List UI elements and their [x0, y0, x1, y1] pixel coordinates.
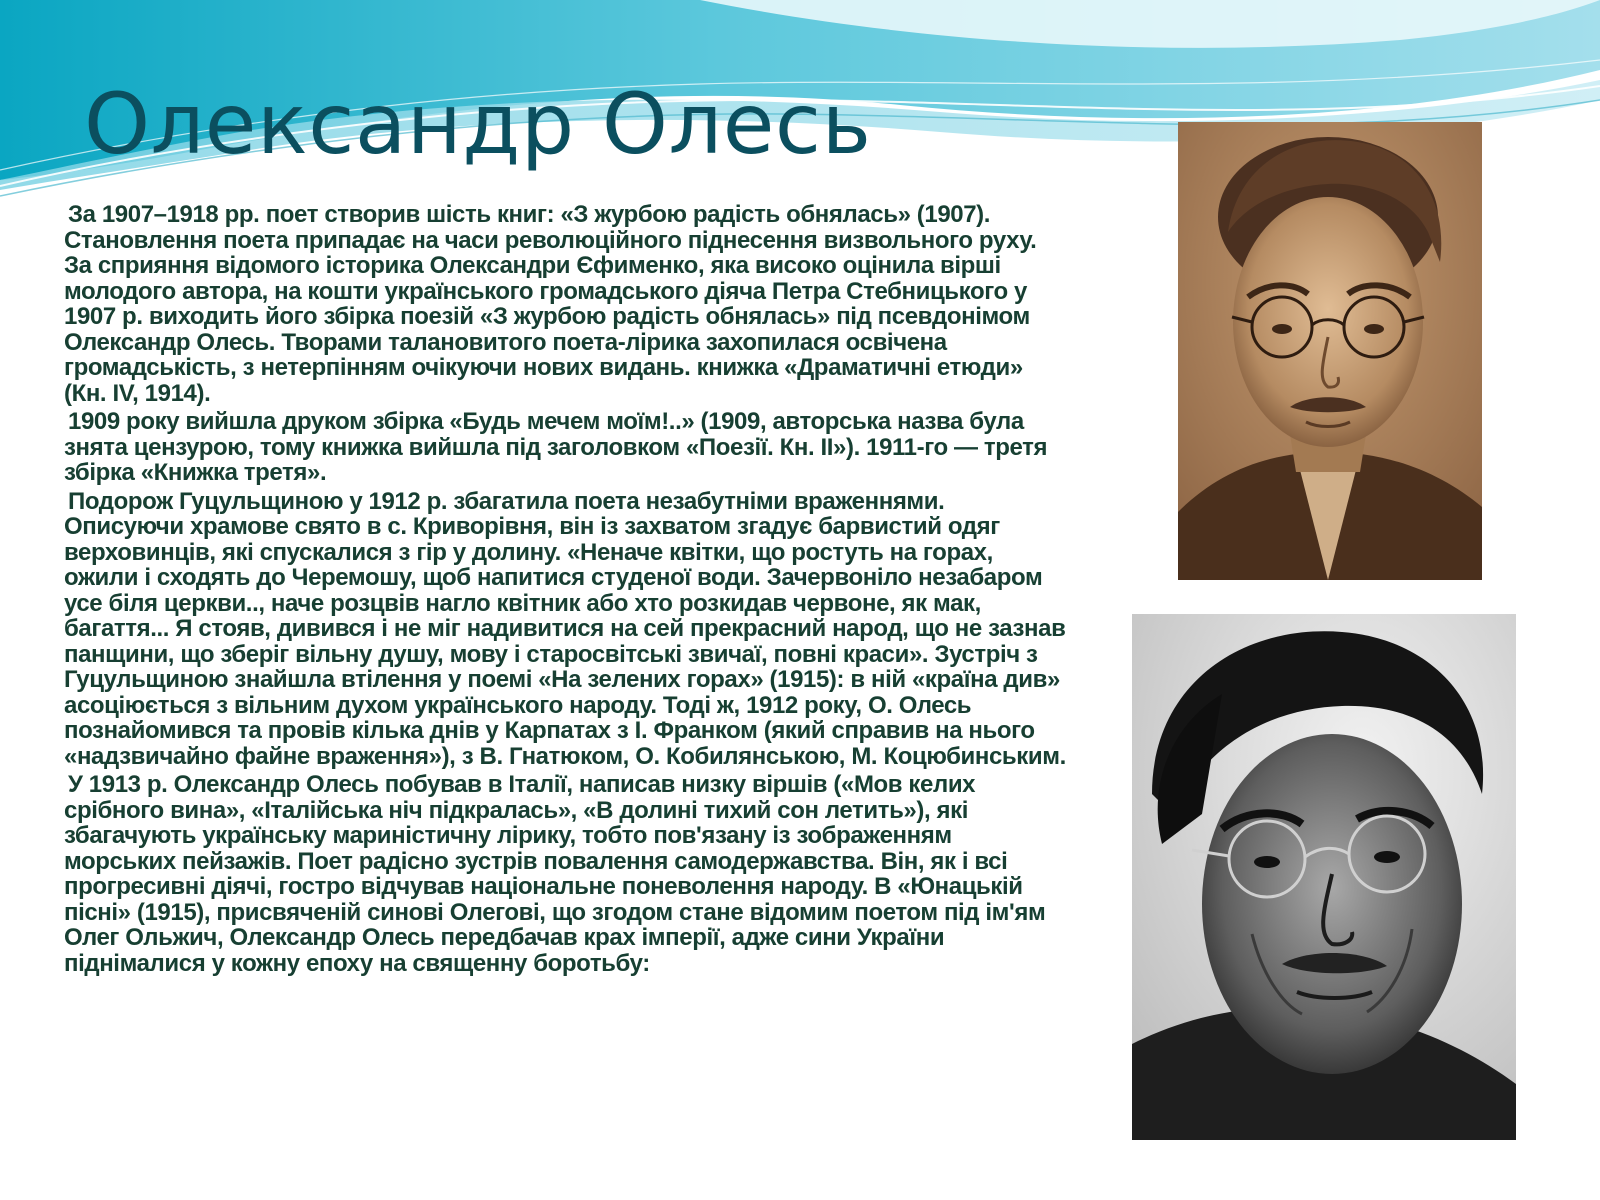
paragraph-3: Подорож Гуцульщиною у 1912 р. збагатила поета незабутніми враженнями. Описуючи храмове свято в с. Криворівня, він із захватом згадує барвистий одяг верховинців, які спускалися з гір у долину. «Неначе квітки, що ростуть на горах, ожили і сходять до Черемошу, щоб напитися студеної води. Зачервоніло незабаром усе біля церкви.., наче розцвів нагло квітник або хто розкидав червоне, як мак, багаття... Я стояв, дивився і не міг надивитися на сей прекрасний народ, що не зазнав панщини, що зберіг вільну душу, мову і старосвітські звичаї, повні краси». Зустріч з Гуцульщиною знайшла втілення у поемі «На зелених горах» (1915): в ній «країна див» асоціюється з вільним духом українського народу. Тоді ж, 1912 року, О. Олесь познайомився та провів кілька днів у Карпатах з І. Франком (який справив на нього «надзвичайно файне враження»), з В. Гнатюком, О. Кобилянською, М. Коцюбинським.	[64, 487, 1066, 770]
portrait-photo-grayscale	[1132, 614, 1516, 1140]
portrait-grayscale-drawing	[1132, 614, 1516, 1140]
portrait-photo-sepia	[1178, 122, 1482, 580]
portrait-sepia-drawing	[1178, 122, 1482, 580]
paragraph-1: За 1907–1918 рр. поет створив шість книг: «З журбою радість обнялась» (1907). Становлення поета припадає на часи революційного піднесення визвольного руху. За сприяння відомого історика Олександри Єфименко, яка високо оцінила вірші молодого автора, на кошти українського громадського діяча Петра Стебницького у 1907 р. виходить його збірка поезій «З журбою радість обнялась» під псевдонімом Олександр Олесь. Творами талановитого поета-лірика захопилася освічена громадськість, з нетерпінням очікуючи нових видань. книжка «Драматичні етюди» (Кн. IV, 1914).	[64, 201, 1037, 407]
slide-title: Олександр Олесь	[84, 75, 872, 173]
slide-body-text	[64, 202, 1069, 979]
paragraph-4: У 1913 р. Олександр Олесь побував в Італії, написав низку віршів («Мов келих срібного вина», «Італійська ніч підкралась», «В долині тихий сон летить»), які збагачують українську мариністичну лірику, тобто пов'язану із зображенням морських пейзажів. Поет радісно зустрів повалення самодержавства. Він, як і всі прогресивні діячі, гостро відчував національне поневолення народу. В «Юнацькій пісні» (1915), присвяченій синові Олегові, що згодом стане відомим поетом під ім'ям Олег Ольжич, Олександр Олесь передбачав крах імперії, адже сини України піднімалися у кожну епоху на священну боротьбу:	[64, 771, 1046, 977]
paragraph-2: 1909 року вийшла друком збірка «Будь мечем моїм!..» (1909, авторська назва була знята цензурою, тому книжка вийшла під заголовком «Поезії. Кн. II»). 1911-го — третя збірка «Книжка третя».	[64, 408, 1048, 486]
